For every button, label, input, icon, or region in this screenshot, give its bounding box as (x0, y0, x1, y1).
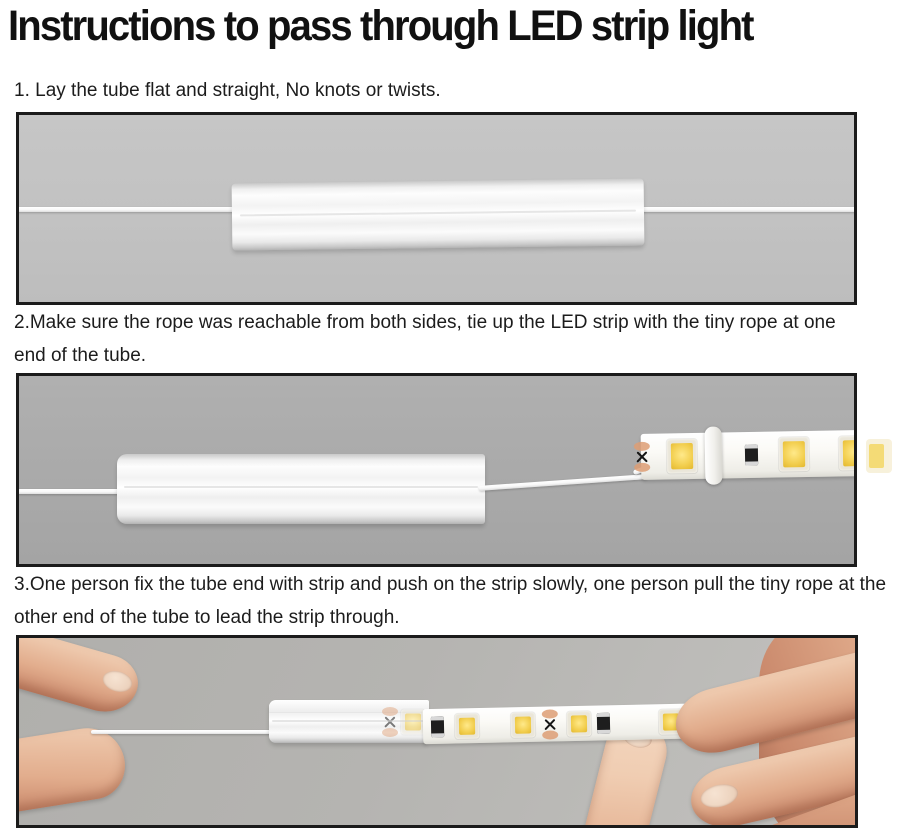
rope-tie-knot (705, 426, 723, 484)
led-strip (641, 430, 857, 480)
photo-rope-tied-to-strip (16, 373, 857, 567)
led-chip (866, 439, 892, 473)
rope-line (17, 489, 121, 494)
right-hand (19, 638, 855, 825)
solder-pad (631, 442, 654, 472)
page-title (8, 0, 809, 52)
photo-tube-flat (16, 112, 857, 305)
resistor (745, 444, 758, 465)
page-title-text: Instructions to pass through LED strip light (8, 2, 753, 50)
fingernail (698, 781, 740, 811)
rope-line (479, 474, 647, 491)
led-chip (839, 436, 857, 471)
photo-pull-strip-through (16, 635, 858, 828)
white-tube (117, 454, 485, 524)
step-1-text: 1. Lay the tube flat and straight, No knots or twists. (14, 80, 441, 101)
led-chip (779, 437, 810, 472)
step-2-text: 2.Make sure the rope was reachable from both sides, tie up the LED strip with the tiny rope at one end of the tube. (14, 312, 836, 366)
led-chip (667, 439, 698, 474)
white-tube (232, 178, 645, 250)
step-3-text: 3.One person fix the tube end with strip and push on the strip slowly, one person pull the tiny rope at the other end of the tube to lead the strip through. (14, 574, 887, 628)
